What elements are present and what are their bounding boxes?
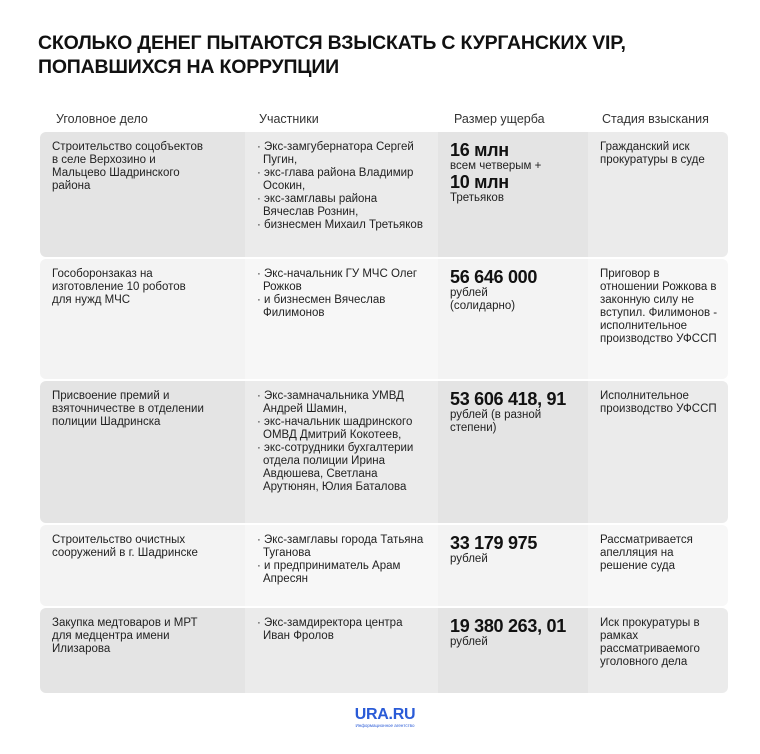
case-cell: Гособоронзаказ на изготовление 10 роботов для нужд МЧС [40, 259, 245, 379]
stage-cell: Гражданский иск прокуратуры в суде [588, 132, 728, 257]
stage-cell: Исполнительное производство УФССП [588, 381, 728, 523]
damage-amount: 56 646 000 [450, 267, 538, 287]
participant: · Экс-замгубернатора Сергей Пугин, [257, 141, 414, 166]
stage-cell: Приговор в отношении Рожкова в законную силу не вступил. Филимонов - исполнительное производство УФССП [588, 259, 728, 379]
stage-cell: Иск прокуратуры в рамках рассматриваемого уголовного дела [588, 608, 728, 693]
case-cell: Закупка медтоваров и МРТ для медцентра имени Илизарова [40, 608, 245, 693]
table-row [40, 608, 728, 693]
stage-cell: Рассматривается апелляция на решение суда [588, 525, 728, 606]
table-row [40, 525, 728, 606]
participant: · Экс-замглавы города Татьяна Туганова [257, 534, 424, 559]
damage-amount: 33 179 975 [450, 533, 538, 553]
participants-cell [245, 259, 438, 379]
participant: · экс-начальник шадринского ОМВД Дмитрий Кокотеев, [257, 416, 413, 441]
damage-cell [438, 132, 588, 257]
damage-note: Третьяков [450, 192, 504, 204]
header-damage: Размер ущерба [454, 112, 545, 126]
participant: · и предприниматель Арам Апресян [257, 560, 401, 585]
case-cell: Строительство очистных сооружений в г. Шадринске [40, 525, 245, 606]
header-stage: Стадия взыскания [602, 112, 709, 126]
title-line: ПОПАВШИХСЯ НА КОРРУПЦИИ [38, 56, 339, 78]
participant: · Экс-замначальника УМВД Андрей Шамин, [257, 390, 404, 415]
participant: · бизнесмен Михаил Третьяков [257, 219, 423, 231]
damage-cell [438, 381, 588, 523]
damage-amount: 53 606 418, 91 [450, 389, 566, 409]
damage-amount: 10 млн [450, 172, 509, 192]
damage-amount: 19 380 263, 01 [450, 616, 566, 636]
table-row [40, 381, 728, 523]
participants-cell [245, 381, 438, 523]
case-cell: Строительство соцобъектов в селе Верхозино и Мальцево Шадринского района [40, 132, 245, 257]
participant: · экс-замглавы района Вячеслав Рознин, [257, 193, 378, 218]
damage-cell [438, 608, 588, 693]
damage-note: рублей [450, 553, 488, 565]
participant: · Экс-начальник ГУ МЧС Олег Рожков [257, 268, 418, 293]
participant: · экс-глава района Владимир Осокин, [257, 167, 414, 192]
participants-cell [245, 132, 438, 257]
logo-name: URA.RU [354, 706, 416, 723]
damage-note: рублей [450, 636, 488, 648]
case-cell: Присвоение премий и взяточничестве в отделении полиции Шадринска [40, 381, 245, 523]
damage-note: рублей (в разной степени) [450, 409, 542, 434]
page-title [38, 31, 626, 79]
participant: · и бизнесмен Вячеслав Филимонов [257, 294, 386, 319]
header-participants: Участники [259, 112, 319, 126]
table-row [40, 132, 728, 257]
damage-cell [438, 259, 588, 379]
participants-cell [245, 608, 438, 693]
participant: · Экс-замдиректора центра Иван Фролов [257, 617, 403, 642]
table-row [40, 259, 728, 379]
participants-cell [245, 525, 438, 606]
header-case: Уголовное дело [56, 112, 148, 126]
damage-cell [438, 525, 588, 606]
damage-amount: 16 млн [450, 140, 509, 160]
damage-note: всем четверым + [450, 160, 542, 172]
ura-logo [350, 706, 420, 728]
title-line: СКОЛЬКО ДЕНЕГ ПЫТАЮТСЯ ВЗЫСКАТЬ С КУРГАНСКИХ VIP, [38, 32, 626, 54]
logo-subtitle: Информационное агентство [355, 723, 415, 728]
participant: · экс-сотрудники бухгалтерии отдела полиции Ирина Авдюшева, Светлана Арутюнян, Юлия Баталова [257, 442, 414, 493]
damage-note: рублей (солидарно) [450, 287, 516, 312]
